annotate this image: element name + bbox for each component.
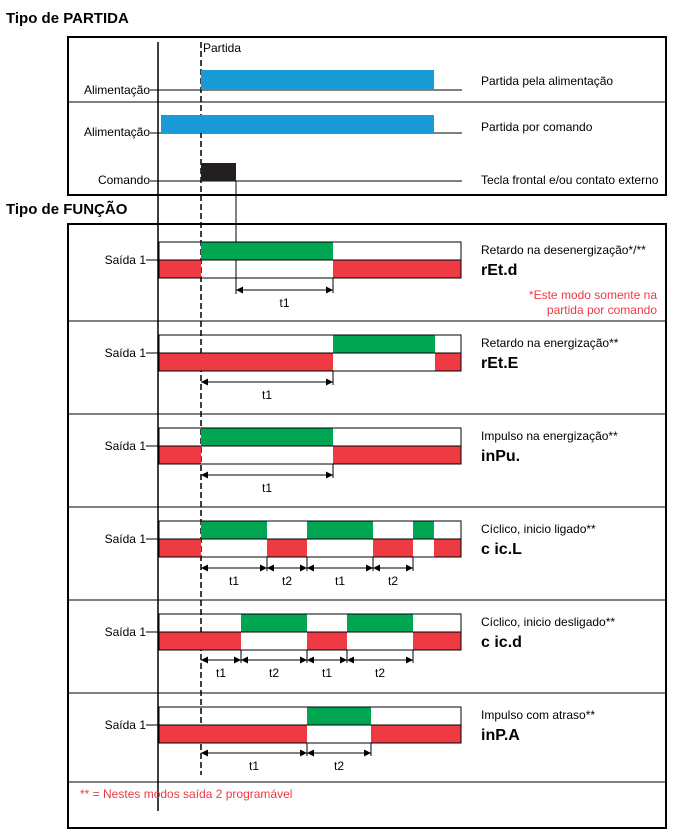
period-arrow-right — [326, 379, 333, 386]
period-arrow-right — [260, 565, 267, 572]
funcao-row2-code: rEt.E — [481, 355, 519, 372]
partida-row3-label: Comando — [97, 173, 150, 187]
red-off-segment — [159, 446, 201, 464]
start-marker-label: Partida — [203, 41, 242, 55]
funcao-row2-label: Saída 1 — [104, 346, 146, 360]
funcao-row1-desc: Retardo na desenergização*/** — [481, 243, 646, 257]
period-arrow-left — [307, 657, 314, 664]
red-off-segment — [159, 539, 201, 557]
period-label-5-4: t2 — [374, 666, 386, 680]
period-label-4-2: t2 — [281, 574, 293, 588]
green-on-segment — [201, 428, 333, 446]
period-label-4-4: t2 — [387, 574, 399, 588]
period-arrow-right — [406, 657, 413, 664]
period-arrow-right — [300, 750, 307, 757]
red-off-segment — [371, 725, 461, 743]
period-arrow-left — [307, 565, 314, 572]
funcao-footnote: ** = Nestes modos saída 2 programável — [80, 787, 293, 801]
period-arrow-right — [326, 287, 333, 294]
red-off-segment — [159, 353, 333, 371]
green-on-segment — [201, 521, 267, 539]
period-arrow-left — [347, 657, 354, 664]
partida-row2-label: Alimentação — [83, 125, 150, 139]
funcao-row6-desc: Impulso com atraso** — [481, 708, 596, 722]
partida-row3-desc: Tecla frontal e/ou contato externo — [481, 173, 659, 187]
red-off-segment — [267, 539, 307, 557]
funcao-row4-code: c ic.L — [481, 541, 522, 558]
period-arrow-left — [236, 287, 243, 294]
period-arrow-left — [201, 472, 208, 479]
period-label-4-1: t1 — [228, 574, 240, 588]
funcao-row3-label: Saída 1 — [104, 439, 146, 453]
funcao-row5-desc: Cíclico, inicio desligado** — [481, 615, 616, 629]
green-on-segment — [241, 614, 307, 632]
funcao-row5-code: c ic.d — [481, 634, 522, 651]
funcao-row4-label: Saída 1 — [104, 532, 146, 546]
red-off-segment — [159, 260, 201, 278]
partida-command-pulse — [201, 163, 236, 181]
funcao-row5-label: Saída 1 — [104, 625, 146, 639]
period-arrow-left — [201, 750, 208, 757]
period-arrow-left — [267, 565, 274, 572]
partida-row1-blue-bar — [201, 70, 434, 90]
period-arrow-left — [307, 750, 314, 757]
funcao-row1-note-line2: partida por comando — [546, 303, 657, 317]
period-label-2-1: t1 — [261, 388, 273, 402]
green-on-segment — [201, 242, 333, 260]
funcao-row4-desc: Cíclico, inicio ligado** — [481, 522, 596, 536]
red-off-segment — [159, 632, 241, 650]
partida-section-title: Tipo de PARTIDA — [6, 10, 129, 27]
funcao-row3-desc: Impulso na energização** — [481, 429, 618, 443]
green-on-segment — [413, 521, 434, 539]
period-arrow-left — [201, 379, 208, 386]
period-label-4-3: t1 — [334, 574, 346, 588]
green-on-segment — [307, 521, 373, 539]
period-arrow-left — [201, 657, 208, 664]
red-off-segment — [373, 539, 413, 557]
funcao-row2-desc: Retardo na energização** — [481, 336, 619, 350]
funcao-row1-code: rEt.d — [481, 262, 518, 279]
period-label-6-2: t2 — [333, 759, 345, 773]
period-arrow-right — [340, 657, 347, 664]
red-off-segment — [413, 632, 461, 650]
green-on-segment — [347, 614, 413, 632]
period-label-1-1: t1 — [279, 296, 290, 310]
period-label-3-1: t1 — [261, 481, 273, 495]
funcao-section-title: Tipo de FUNÇÃO — [6, 201, 128, 218]
period-arrow-right — [300, 657, 307, 664]
red-off-segment — [159, 725, 307, 743]
green-on-segment — [307, 707, 371, 725]
partida-row1-label: Alimentação — [83, 83, 150, 97]
period-arrow-right — [406, 565, 413, 572]
period-arrow-right — [234, 657, 241, 664]
red-off-segment — [307, 632, 347, 650]
period-arrow-right — [364, 750, 371, 757]
period-label-5-3: t1 — [321, 666, 333, 680]
red-off-segment — [333, 446, 461, 464]
period-label-5-1: t1 — [215, 666, 227, 680]
partida-row2-desc: Partida por comando — [481, 120, 593, 134]
funcao-row1-note-line1: *Este modo somente na — [528, 288, 657, 302]
period-arrow-left — [201, 565, 208, 572]
red-off-segment — [434, 539, 461, 557]
period-arrow-left — [373, 565, 380, 572]
partida-row1-desc: Partida pela alimentação — [481, 74, 614, 88]
period-label-5-2: t2 — [268, 666, 280, 680]
funcao-row6-code: inP.A — [481, 727, 520, 744]
timing-content — [68, 41, 666, 811]
period-arrow-left — [241, 657, 248, 664]
partida-row2-blue-bar — [161, 115, 434, 133]
red-off-segment — [333, 260, 461, 278]
funcao-row6-label: Saída 1 — [104, 718, 146, 732]
green-on-segment — [333, 335, 435, 353]
red-off-segment — [435, 353, 461, 371]
period-arrow-right — [300, 565, 307, 572]
period-arrow-right — [366, 565, 373, 572]
funcao-row1-label: Saída 1 — [104, 253, 146, 267]
funcao-row3-code: inPu. — [481, 448, 521, 465]
period-label-6-1: t1 — [248, 759, 260, 773]
period-arrow-right — [326, 472, 333, 479]
